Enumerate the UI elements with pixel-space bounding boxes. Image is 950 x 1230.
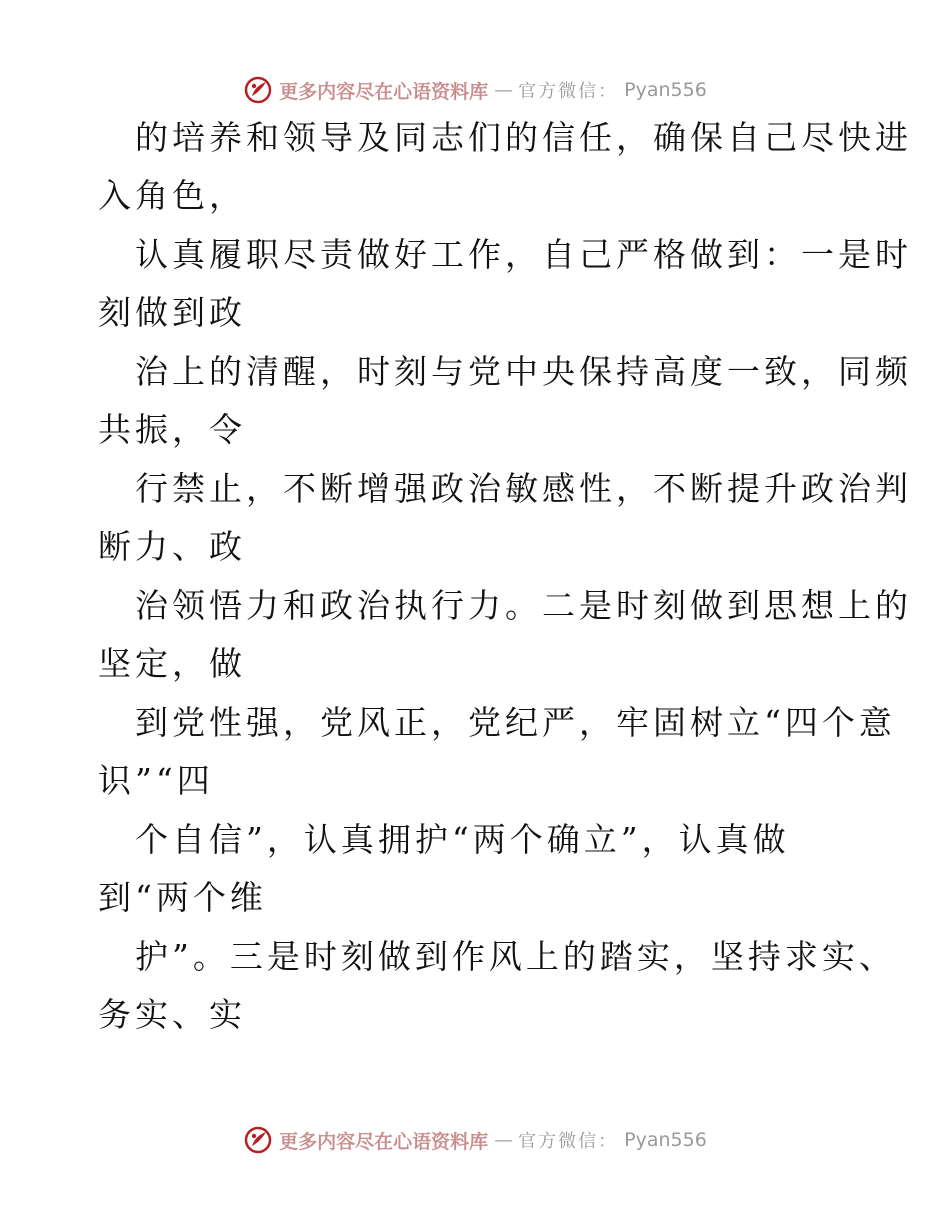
watermark-text: 更多内容尽在心语资料库 [279,80,489,103]
watermark-wechat-id: Pyan556 [624,79,707,101]
watermark-text: 更多内容尽在心语资料库 [279,1130,489,1153]
body-line: 刻做到政 [98,293,246,332]
body-line: 治上的清醒，时刻与党中央保持高度一致，同频 [135,352,912,391]
body-line: 的培养和领导及同志们的信任，确保自己尽快进 [135,118,912,157]
body-line: 行禁止，不断增强政治敏感性，不断提升政治判 [135,469,912,508]
body-line: 到党性强，党风正，党纪严，牢固树立“四个意 [135,703,896,742]
watermark-dash: — [494,79,513,101]
body-line: 个自信”，认真拥护“两个确立”，认真做 [135,820,790,859]
body-line: 到“两个维 [98,878,267,917]
body-line: 务实、实 [98,995,246,1034]
body-line: 护”。三是时刻做到作风上的踏实，坚持求实、 [135,937,896,976]
body-line: 共振，令 [98,410,246,449]
body-line: 坚定，做 [98,644,246,683]
footer-watermark [0,1120,950,1160]
body-line: 断力、政 [98,527,246,566]
watermark-wechat-label: 官方微信： [518,1131,619,1152]
watermark-wechat-id: Pyan556 [624,1129,707,1151]
body-line: 入角色， [98,176,246,215]
body-line: 认真履职尽责做好工作，自己严格做到：一是时 [135,235,912,274]
watermark-wechat-label: 官方微信： [518,81,619,102]
watermark-dash: — [494,1129,513,1151]
header-watermark [0,70,950,110]
brand-logo-icon [243,1125,273,1155]
body-line: 治领悟力和政治执行力。二是时刻做到思想上的 [135,586,912,625]
body-line: 识”“四 [98,761,214,800]
brand-logo-icon [243,75,273,105]
